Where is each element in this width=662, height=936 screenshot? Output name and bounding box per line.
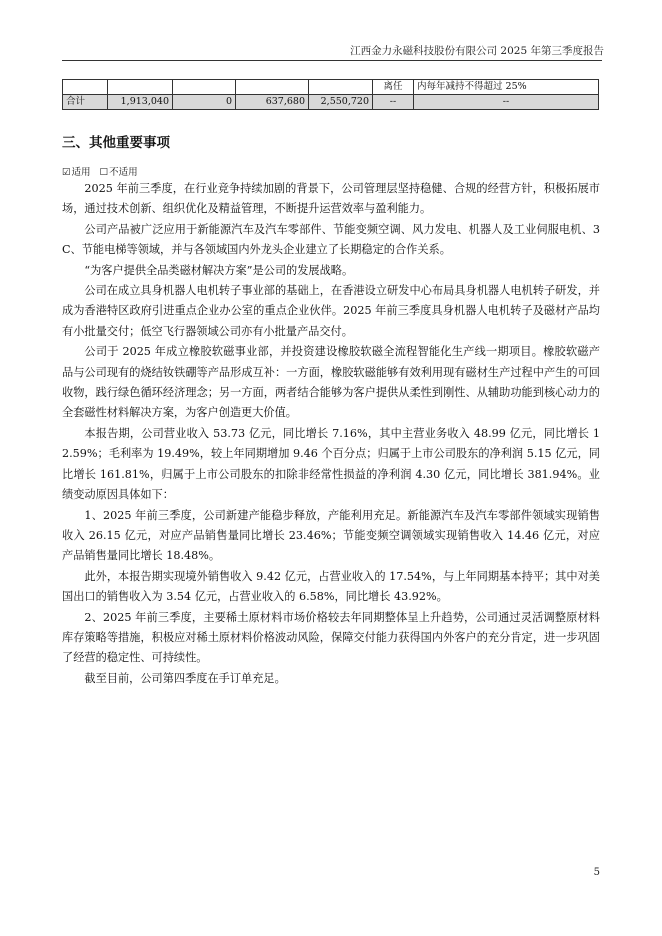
unchecked-checkbox-icon: ☐ [99, 167, 109, 178]
paragraph: 此外，本报告期实现境外销售收入 9.42 亿元，占营业收入的 17.54%，与上年同期基本持平；其中对美国出口的销售收入为 3.54 亿元，占营业收入的 6.58%，同比增长 43.92%。 [62, 569, 600, 604]
table-cell: 内每年减持不得超过 25% [414, 80, 599, 95]
paragraph: 1、2025 年前三季度，公司新建产能稳步释放，产能利用充足。新能源汽车及汽车零部件领域实现销售收入 26.15 亿元，对应产品销售量同比增长 23.46%；节能变频空调领域实现销售收入 14.46 亿元，对应产品销售量同比增长 18.48%。 [62, 508, 600, 563]
table-row-total [63, 95, 599, 110]
page-number: 5 [593, 867, 600, 878]
table-cell: 1,913,040 [108, 95, 173, 110]
table-cell: 离任 [373, 80, 414, 95]
paragraph: “为客户提供全品类磁材解决方案”是公司的发展战略。 [84, 263, 354, 277]
table-cell [63, 80, 108, 95]
table-cell [309, 80, 373, 95]
table-cell: 637,680 [236, 95, 309, 110]
table-cell: -- [414, 95, 599, 110]
table-cell [173, 80, 236, 95]
header-divider [62, 60, 602, 61]
table-cell-total-label: 合计 [63, 95, 108, 110]
paragraph: 本报告期，公司营业收入 53.73 亿元，同比增长 7.16%，其中主营业务收入 48.99 亿元，同比增长 12.59%；毛利率为 19.49%，较上年同期增加 9.46 个百分点；归属于上市公司股东的净利润 5.15 亿元，同比增长 161.81%，归属于上市公司股东的扣除非经常性损益的净利润 4.30 亿元，同比增长 381.94%。业绩变动原因具体如下： [62, 426, 600, 502]
table-cell: 0 [173, 95, 236, 110]
paragraph: 公司于 2025 年成立橡胶软磁事业部，并投资建设橡胶软磁全流程智能化生产线一期项目。橡胶软磁产品与公司现有的烧结钕铁硼等产品形成互补：一方面，橡胶软磁能够有效利用现有磁材生产过程中产生的可回收物，践行绿色循环经济理念；另一方面，两者结合能够为客户提供从柔性到刚性、从辅助功能到核心动力的全套磁性材料解决方案，为客户创造更大价值。 [62, 345, 600, 420]
paragraph: 2、2025 年前三季度，主要稀土原材料市场价格较去年同期整体呈上升趋势，公司通过灵活调整原材料库存策略等措施，积极应对稀土原材料价格波动风险，保障交付能力获得国内外客户的充分肯定，进一步巩固了经营的稳定性、可持续性。 [62, 610, 600, 665]
checked-checkbox-icon: ☑ [62, 167, 71, 178]
applicable-label: 适用 [71, 167, 91, 178]
body-text [62, 179, 600, 689]
paragraph: 截至目前，公司第四季度在手订单充足。 [84, 671, 286, 685]
table-cell: 2,550,720 [309, 95, 373, 110]
paragraph: 公司产品被广泛应用于新能源汽车及汽车零部件、节能变频空调、风力发电、机器人及工业伺服电机、3C、节能电梯等领域，并与各领域国内外龙头企业建立了长期稳定的合作关系。 [62, 222, 600, 257]
report-header-title: 江西金力永磁科技股份有限公司 2025 年第三季度报告 [350, 45, 604, 57]
table-row [63, 80, 599, 95]
paragraph: 公司在成立具身机器人电机转子事业部的基础上，在香港设立研发中心布局具身机器人电机转子研发，并成为香港特区政府引进重点企业办公室的重点企业伙伴。2025 年前三季度具身机器人电机转子及磁材产品均有小批量交付；低空飞行器领域公司亦有小批量产品交付。 [62, 284, 600, 338]
table-cell: -- [373, 95, 414, 110]
applicability-options [62, 164, 138, 178]
paragraph: 2025 年前三季度，在行业竞争持续加剧的背景下，公司管理层坚持稳健、合规的经营方针，积极拓展市场，通过技术创新、组织优化及精益管理，不断提升运营效率与盈利能力。 [62, 182, 600, 216]
table-cell [108, 80, 173, 95]
section-title: 三、其他重要事项 [62, 135, 170, 151]
not-applicable-label: 不适用 [109, 167, 138, 178]
shareholding-table [62, 79, 599, 110]
table-cell [236, 80, 309, 95]
